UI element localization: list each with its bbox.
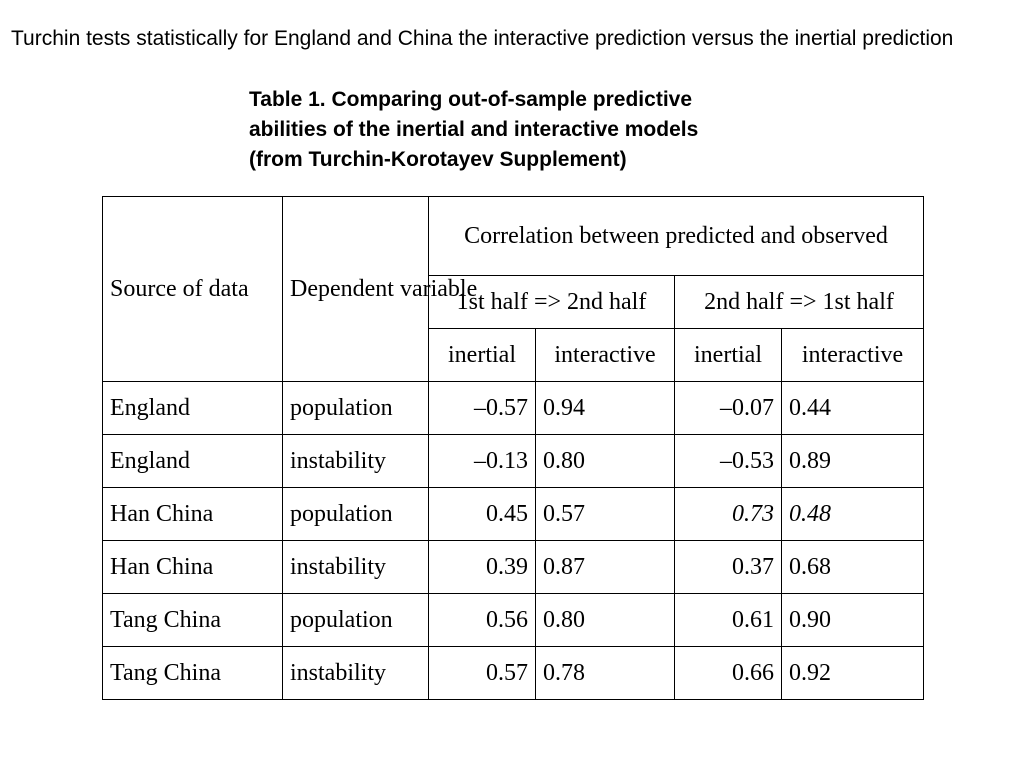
header-first-to-second-half: 1st half => 2nd half [429,276,675,329]
caption-line-3: (from Turchin-Korotayev Supplement) [249,148,627,171]
cell-interactive-1: 0.94 [536,382,675,435]
cell-interactive-1: 0.80 [536,435,675,488]
cell-interactive-2: 0.44 [782,382,924,435]
cell-variable: population [283,594,429,647]
cell-inertial-1: –0.57 [429,382,536,435]
header-source: Source of data [103,197,283,382]
cell-inertial-1: 0.45 [429,488,536,541]
cell-inertial-1: –0.13 [429,435,536,488]
cell-source: Han China [103,541,283,594]
table-row [103,647,924,700]
table-caption [249,85,869,175]
header-inertial-1: inertial [429,329,536,382]
cell-interactive-1: 0.78 [536,647,675,700]
cell-source: Han China [103,488,283,541]
cell-interactive-2: 0.89 [782,435,924,488]
cell-source: England [103,382,283,435]
cell-source: Tang China [103,594,283,647]
caption-line-1: Table 1. Comparing out-of-sample predictive [249,88,693,111]
table-row [103,488,924,541]
cell-inertial-1: 0.56 [429,594,536,647]
cell-interactive-2: 0.92 [782,647,924,700]
cell-variable: population [283,382,429,435]
cell-interactive-2: 0.90 [782,594,924,647]
header-inertial-2: inertial [675,329,782,382]
cell-source: England [103,435,283,488]
cell-variable: instability [283,541,429,594]
cell-inertial-1: 0.57 [429,647,536,700]
cell-variable: population [283,488,429,541]
cell-interactive-2: 0.48 [782,488,924,541]
cell-inertial-2: –0.53 [675,435,782,488]
cell-variable: instability [283,435,429,488]
cell-inertial-1: 0.39 [429,541,536,594]
header-second-to-first-half: 2nd half => 1st half [675,276,924,329]
cell-interactive-2: 0.68 [782,541,924,594]
intro-text: Turchin tests statistically for England and China the interactive prediction versus the inertial prediction [11,27,954,50]
header-row-top [103,197,924,276]
table-row [103,435,924,488]
cell-inertial-2: 0.66 [675,647,782,700]
header-interactive-2: interactive [782,329,924,382]
cell-source: Tang China [103,647,283,700]
cell-interactive-1: 0.57 [536,488,675,541]
cell-inertial-2: –0.07 [675,382,782,435]
cell-inertial-2: 0.37 [675,541,782,594]
cell-interactive-1: 0.80 [536,594,675,647]
header-correlation: Correlation between predicted and observed [429,197,924,276]
cell-variable: instability [283,647,429,700]
cell-inertial-2: 0.61 [675,594,782,647]
cell-interactive-1: 0.87 [536,541,675,594]
caption-line-2: abilities of the inertial and interactive models [249,118,699,141]
table-row [103,382,924,435]
cell-inertial-2: 0.73 [675,488,782,541]
header-dependent-variable: Dependent variable [283,197,429,382]
results-table [102,196,924,700]
table-row [103,594,924,647]
header-interactive-1: interactive [536,329,675,382]
table-row [103,541,924,594]
